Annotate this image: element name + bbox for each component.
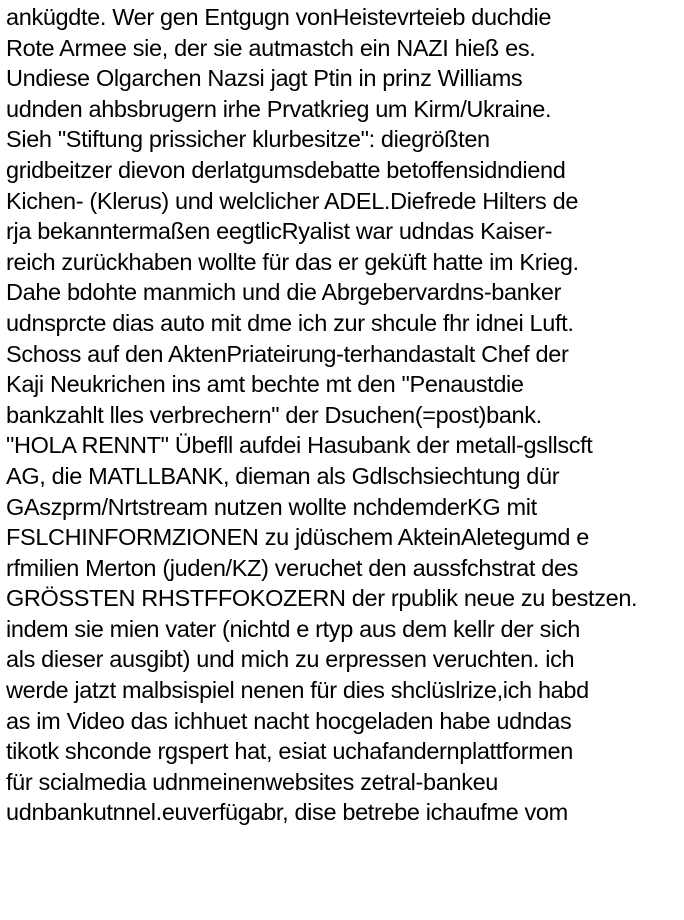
text-line: Schoss auf den AktenPriateirung-terhandastalt Chef der xyxy=(6,340,569,367)
text-line: Undiese Olgarchen Nazsi jagt Ptin in prinz Williams xyxy=(6,65,523,92)
text-line: reich zurückhaben wollte für das er geküft hatte im Krieg. xyxy=(6,248,579,275)
text-line: für scialmedia udnmeinenwebsites zetral-bankeu xyxy=(6,768,499,795)
text-line: tikotk shconde rgspert hat, esiat uchafandernplattformen xyxy=(6,738,573,765)
text-line: werde jatzt malbsispiel nenen für dies shclüslrize,ich habd xyxy=(6,677,589,704)
text-line: rja bekanntermaßen eegtlicRyalist war udndas Kaiser- xyxy=(6,218,553,245)
text-line: Dahe bdohte manmich und die Abrgebervardns-banker xyxy=(6,279,562,306)
text-line: ankügdte. Wer gen Entgugn vonHeistevrteieb duchdie xyxy=(6,4,552,30)
text-line: Rote Armee sie, der sie autmastch ein NAZI hieß es. xyxy=(6,34,536,61)
text-line: Kaji Neukrichen ins amt bechte mt den "Penaustdie xyxy=(6,371,524,398)
text-line: FSLCHINFORMZIONEN zu jdüschem AkteinAletegumd e xyxy=(6,524,589,551)
text-line: "HOLA RENNT" Übefll aufdei Hasubank der metall-gsllscft xyxy=(6,432,593,459)
document-text-block xyxy=(6,2,682,828)
text-line: GAszprm/Nrtstream nutzen wollte nchdemderKG mit xyxy=(6,493,537,520)
text-line: indem sie mien vater (nichtd e rtyp aus dem kellr der sich xyxy=(6,615,580,642)
text-line: GRÖSSTEN RHSTFFOKOZERN der rpublik neue zu bestzen. xyxy=(6,585,638,612)
text-line: gridbeitzer dievon derlatgumsdebatte betoffensidndiend xyxy=(6,156,566,183)
text-line: Sieh "Stiftung prissicher klurbesitze": diegrößten xyxy=(6,126,490,153)
text-line: als dieser ausgibt) und mich zu erpressen veruchten. ich xyxy=(6,646,575,673)
text-line: udnden ahbsbrugern irhe Prvatkrieg um Kirm/Ukraine. xyxy=(6,95,552,122)
text-line: as im Video das ichhuet nacht hocgeladen habe udndas xyxy=(6,707,572,734)
text-line: udnbankutnnel.euverfügabr, dise betrebe ichaufme vom xyxy=(6,799,568,826)
text-line: AG, die MATLLBANK, dieman als Gdlschsiechtung dür xyxy=(6,462,560,489)
text-line: rfmilien Merton (juden/KZ) veruchet den aussfchstrat des xyxy=(6,554,579,581)
text-line: udnsprcte dias auto mit dme ich zur shcule fhr idnei Luft. xyxy=(6,309,574,336)
text-line: bankzahlt lles verbrechern" der Dsuchen(=post)bank. xyxy=(6,401,542,428)
text-line: Kichen- (Klerus) und welclicher ADEL.Diefrede Hilters de xyxy=(6,187,579,214)
